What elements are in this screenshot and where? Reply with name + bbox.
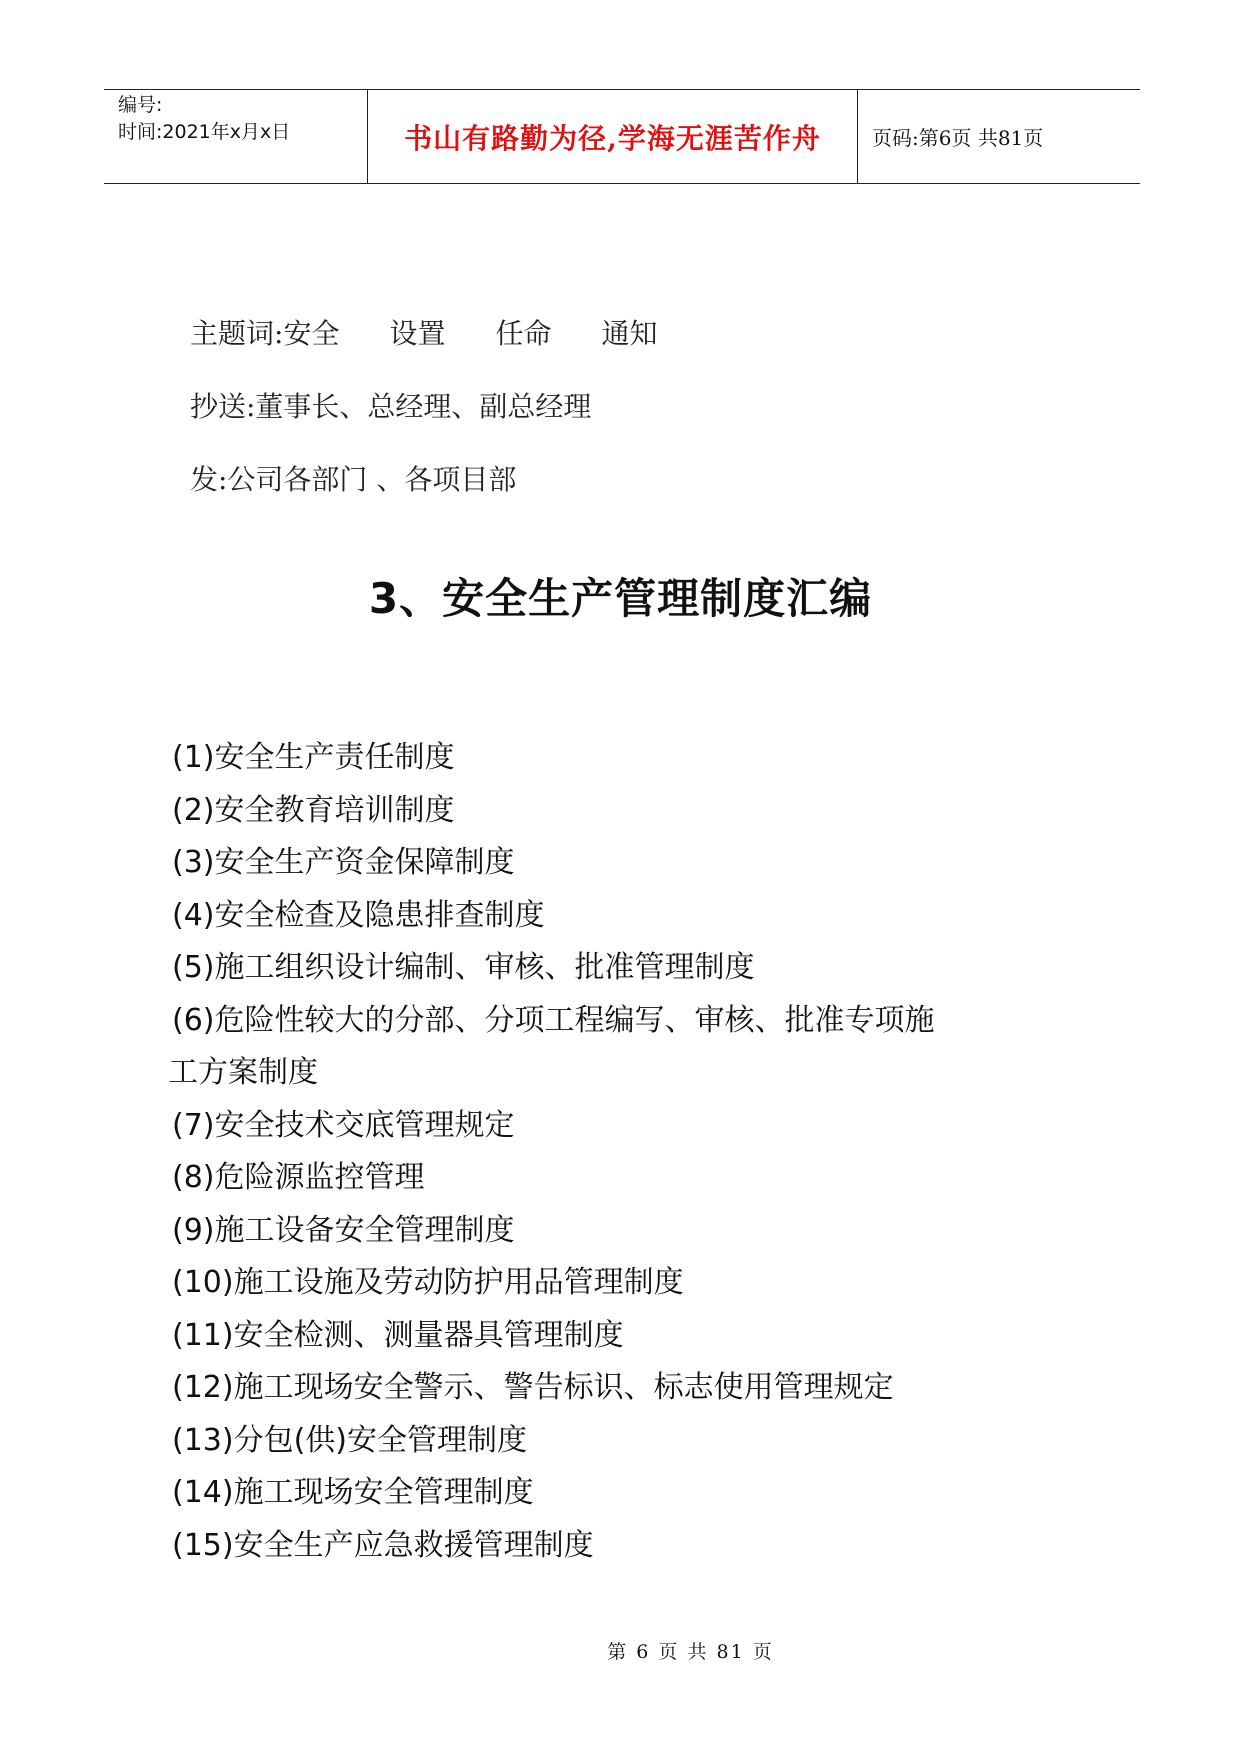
list-item: (10)施工设施及劳动防护用品管理制度 bbox=[172, 1265, 684, 1300]
motto: 书山有路勤为径,学海无涯苦作舟 bbox=[404, 121, 821, 155]
time-label: 时间:2021年x月x日 bbox=[118, 121, 291, 143]
number-label: 编号: bbox=[118, 94, 163, 116]
keywords-label: 主题词: bbox=[190, 317, 284, 350]
keyword: 设置 bbox=[389, 317, 446, 350]
cc-line: 抄送:董事长、总经理、副总经理 bbox=[190, 390, 592, 423]
list-item: (4)安全检查及隐患排查制度 bbox=[172, 897, 545, 933]
list-item-continuation: 工方案制度 bbox=[168, 1055, 318, 1090]
list-item: (13)分包(供)安全管理制度 bbox=[172, 1422, 527, 1458]
keyword: 任命 bbox=[495, 317, 552, 350]
header-motto-cell bbox=[368, 90, 858, 183]
keyword: 通知 bbox=[601, 317, 658, 350]
page-footer: 第 6 页 共 81 页 bbox=[607, 1641, 774, 1663]
list-item: (11)安全检测、测量器具管理制度 bbox=[172, 1317, 624, 1353]
regulation-list bbox=[168, 732, 1072, 1572]
distribution-line: 发:公司各部门 、各项目部 bbox=[190, 463, 517, 496]
page-title: 3、安全生产管理制度汇编 bbox=[368, 574, 873, 623]
list-item: (15)安全生产应急救援管理制度 bbox=[172, 1527, 594, 1563]
page-header bbox=[104, 89, 1140, 184]
list-item: (1)安全生产责任制度 bbox=[172, 740, 455, 775]
list-item: (7)安全技术交底管理规定 bbox=[172, 1107, 515, 1143]
keyword: 安全 bbox=[283, 317, 340, 350]
list-item: (14)施工现场安全管理制度 bbox=[172, 1475, 534, 1510]
list-item: (8)危险源监控管理 bbox=[172, 1160, 425, 1195]
keywords-line bbox=[190, 312, 708, 352]
list-item: (9)施工设备安全管理制度 bbox=[172, 1212, 515, 1248]
list-item: (3)安全生产资金保障制度 bbox=[172, 845, 515, 880]
list-item: (6)危险性较大的分部、分项工程编写、审核、批准专项施 bbox=[172, 1002, 935, 1038]
page-label: 页码:第6页 共81页 bbox=[872, 126, 1044, 150]
header-page-cell bbox=[858, 90, 1140, 183]
list-item: (2)安全教育培训制度 bbox=[172, 792, 455, 828]
list-item: (12)施工现场安全警示、警告标识、标志使用管理规定 bbox=[172, 1370, 894, 1405]
list-item: (5)施工组织设计编制、审核、批准管理制度 bbox=[172, 950, 755, 985]
header-meta-cell bbox=[104, 90, 368, 183]
